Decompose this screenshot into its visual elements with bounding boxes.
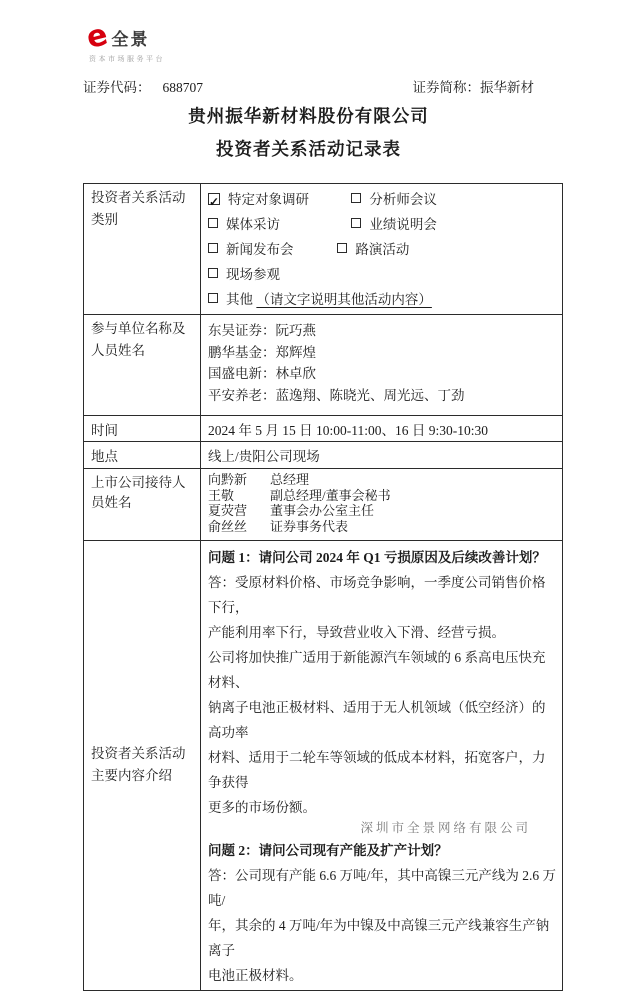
host-line: 向黔新 总经理 bbox=[208, 472, 310, 487]
checkbox-media-interview bbox=[208, 218, 218, 228]
checkbox-roadshow bbox=[337, 243, 347, 253]
activity-type-label: 投资者关系活动 类别 bbox=[84, 184, 201, 315]
activity-type-options bbox=[201, 184, 563, 315]
checkbox-label: 现场参观 bbox=[226, 267, 280, 282]
hosts-value bbox=[201, 469, 563, 541]
p5w-logo-icon: e bbox=[82, 17, 112, 56]
content-line: 材料、适用于二轮车等领域的低成本材料，拓宽客户，力争获得 bbox=[208, 750, 546, 790]
checkbox-label: 特定对象调研 bbox=[228, 192, 309, 207]
checkbox-label: 媒体采访 bbox=[226, 217, 280, 232]
document-title: 投资者关系活动记录表 bbox=[216, 139, 401, 159]
ir-record-table bbox=[83, 183, 563, 991]
footer-company: 深圳市全景网络有限公司 bbox=[360, 821, 531, 835]
securities-name-value: 振华新材 bbox=[480, 80, 534, 95]
securities-code bbox=[83, 76, 203, 96]
participant-line: 鹏华基金：郑辉煌 bbox=[208, 344, 316, 360]
participant-line: 国盛电新：林卓欣 bbox=[208, 366, 316, 381]
time-value: 2024 年 5 月 15 日 10:00-11:00、16 日 9:30-10:30 bbox=[201, 416, 563, 442]
host-line: 夏荧营 董事会办公室主任 bbox=[208, 503, 375, 518]
p5w-logo bbox=[82, 17, 165, 64]
host-line: 王敬 副总经理/董事会秘书 bbox=[208, 487, 391, 503]
row-activity-type bbox=[84, 184, 563, 315]
company-title: 贵州振华新材料股份有限公司 bbox=[188, 106, 429, 126]
content-line: 更多的市场份额。 bbox=[208, 800, 316, 815]
securities-header bbox=[83, 76, 534, 96]
content-question-1: 问题 1：请问公司 2024 年 Q1 亏损原因及后续改善计划？ bbox=[208, 550, 546, 565]
checkbox-earnings-briefing bbox=[351, 218, 361, 228]
participants-value bbox=[201, 315, 563, 416]
content-line: 钠离子电池正极材料、适用于无人机领域（低空经济）的高功率 bbox=[208, 700, 546, 740]
row-location bbox=[84, 442, 563, 469]
checkbox-site-visit bbox=[208, 268, 218, 278]
checkbox-analyst-meeting bbox=[351, 193, 361, 203]
p5w-logo-subtext: 资本市场服务平台 bbox=[89, 55, 165, 63]
checkbox-label: 分析师会议 bbox=[369, 192, 437, 207]
content-line: 公司将加快推广适用于新能源汽车领域的 6 系高电压快充材料、 bbox=[208, 650, 546, 690]
securities-code-value: 688707 bbox=[162, 80, 203, 95]
host-line: 俞丝丝 证券事务代表 bbox=[208, 518, 349, 534]
content-line: 产能利用率下行，导致营业收入下滑、经营亏损。 bbox=[208, 625, 505, 640]
checkbox-label: 业绩说明会 bbox=[369, 217, 437, 232]
content-line: 答：公司现有产能 6.6 万吨/年，其中高镍三元产线为 2.6 万吨/ bbox=[208, 868, 557, 908]
p5w-logo-text: 全景 bbox=[111, 29, 150, 50]
participant-line: 平安养老：蓝逸翔、陈晓光、周光远、丁劲 bbox=[208, 387, 465, 403]
row-participants bbox=[84, 315, 563, 416]
checkbox-other bbox=[208, 293, 218, 303]
content-question-2: 问题 2：请问公司现有产能及扩产计划？ bbox=[208, 843, 448, 858]
checkbox-specific-object-research bbox=[208, 193, 220, 205]
other-activity-note: （请文字说明其他活动内容） bbox=[256, 292, 432, 307]
main-content-label: 投资者关系活动 主要内容介绍 bbox=[84, 541, 201, 991]
row-hosts bbox=[84, 469, 563, 541]
time-label: 时间 bbox=[84, 416, 201, 442]
content-line: 答：受原材料价格、市场竞争影响，一季度公司销售价格下行， bbox=[208, 575, 546, 615]
checkbox-label: 其他 bbox=[226, 292, 253, 307]
participants-label: 参与单位名称及 人员姓名 bbox=[84, 315, 201, 416]
securities-code-label: 证券代码： bbox=[83, 80, 151, 95]
content-line: 电池正极材料。 bbox=[208, 968, 303, 983]
participant-line: 东吴证券：阮巧燕 bbox=[208, 323, 316, 338]
checkbox-press-conference bbox=[208, 243, 218, 253]
location-value: 线上/贵阳公司现场 bbox=[201, 442, 563, 469]
securities-name-label: 证券简称： bbox=[412, 80, 480, 95]
location-label: 地点 bbox=[84, 442, 201, 469]
main-content-value bbox=[201, 541, 563, 991]
checkbox-label: 路演活动 bbox=[355, 242, 410, 257]
hosts-label: 上市公司接待人 员姓名 bbox=[84, 469, 201, 541]
securities-name bbox=[413, 76, 535, 96]
checkbox-label: 新闻发布会 bbox=[226, 242, 294, 257]
row-time bbox=[84, 416, 563, 442]
row-main-content bbox=[84, 541, 563, 991]
content-line: 年，其余的 4 万吨/年为中镍及中高镍三元产线兼容生产钠离子 bbox=[208, 918, 550, 958]
